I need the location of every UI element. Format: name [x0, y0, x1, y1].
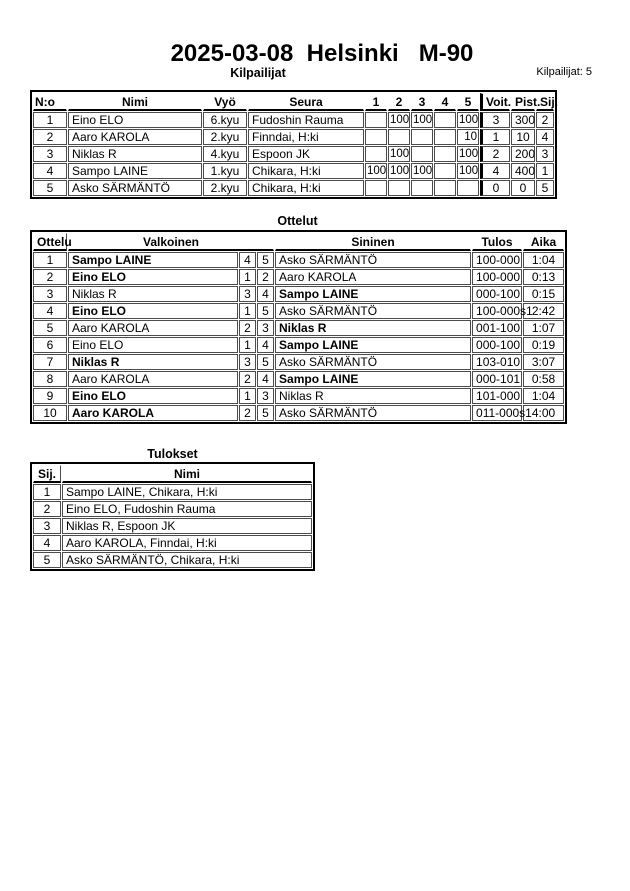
page-title: 2025-03-08 Helsinki M-90: [170, 40, 474, 67]
blue-competitor-name: Sampo LAINE: [275, 286, 471, 302]
score-vs-2: 100: [390, 114, 410, 126]
points-total: 10: [511, 129, 535, 145]
blue-competitor-number: 5: [257, 405, 274, 421]
score-vs-3: [411, 180, 433, 196]
col-header-tulos: Tulos: [472, 233, 522, 251]
match-time: 1:04: [523, 252, 564, 268]
competitor-name: Eino ELO: [68, 112, 202, 128]
competitor-row: [33, 129, 554, 145]
white-competitor-number: 2: [239, 320, 256, 336]
match-time: 0:19: [523, 337, 564, 353]
score-vs-3: 100: [413, 165, 433, 177]
score-vs-5: 100: [459, 165, 479, 177]
col-header-voit: Voit.: [480, 93, 510, 111]
match-number: 9: [33, 388, 67, 404]
score-vs-4: [434, 146, 456, 162]
score-vs-4: [434, 129, 456, 145]
match-number: 2: [33, 269, 67, 285]
kilpailijat-heading: Kilpailijat: [230, 66, 286, 80]
match-result: 000-100: [472, 337, 522, 353]
col-header-sij: Sij.: [536, 93, 554, 111]
result-name: Aaro KAROLA, Finndai, H:ki: [62, 535, 312, 551]
blue-competitor-number: 5: [257, 252, 274, 268]
match-row: [33, 371, 564, 387]
col-header-nimi: Nimi: [68, 93, 202, 111]
blue-competitor-name: Asko SÄRMÄNTÖ: [275, 252, 471, 268]
points-total: 300: [511, 112, 535, 128]
match-number: 5: [33, 320, 67, 336]
score-vs-1: [365, 129, 387, 145]
match-result: 101-000: [472, 388, 522, 404]
white-competitor-number: 1: [239, 388, 256, 404]
result-row: [33, 518, 312, 534]
match-number: 7: [33, 354, 67, 370]
score-vs-2: 100: [390, 165, 410, 177]
white-competitor-number: 2: [239, 405, 256, 421]
white-competitor-number: 3: [239, 354, 256, 370]
col-header-seura: Seura: [248, 93, 364, 111]
competitor-number: 1: [33, 112, 67, 128]
score-vs-1: [365, 146, 387, 162]
score-vs-1: [365, 180, 387, 196]
white-competitor-number: 1: [239, 269, 256, 285]
result-row: [33, 501, 312, 517]
white-competitor-name: Aaro KAROLA: [68, 320, 238, 336]
blue-competitor-number: 4: [257, 337, 274, 353]
match-result: 100-000: [472, 252, 522, 268]
ottelut-header-row: [33, 233, 564, 251]
white-competitor-number: 3: [239, 286, 256, 302]
result-row: [33, 552, 312, 568]
col-header-pist: Pist.: [511, 93, 535, 111]
white-competitor-name: Aaro KAROLA: [68, 405, 238, 421]
placement: 1: [536, 163, 554, 179]
result-row: [33, 535, 312, 551]
points-total: 0: [511, 180, 535, 196]
score-vs-2: 100: [390, 148, 410, 160]
match-time: 4:00: [523, 405, 564, 421]
wins-count: 4: [480, 163, 510, 179]
white-competitor-name: Aaro KAROLA: [68, 371, 238, 387]
match-time: 1:07: [523, 320, 564, 336]
competitor-name: Asko SÄRMÄNTÖ: [68, 180, 202, 196]
competitor-name: Niklas R: [68, 146, 202, 162]
blue-competitor-number: 4: [257, 286, 274, 302]
white-competitor-name: Eino ELO: [68, 388, 238, 404]
match-time: 0:58: [523, 371, 564, 387]
blue-competitor-number: 3: [257, 320, 274, 336]
result-placement: 2: [33, 501, 61, 517]
match-result: 000-100: [472, 286, 522, 302]
result-name: Eino ELO, Fudoshin Rauma: [62, 501, 312, 517]
white-competitor-name: Eino ELO: [68, 303, 238, 319]
white-competitor-number: 1: [239, 303, 256, 319]
col-header-vyo: Vyö: [203, 93, 247, 111]
score-vs-5: 100: [459, 148, 479, 160]
score-vs-5: 100: [459, 114, 479, 126]
col-header-round-2: 2: [388, 93, 410, 111]
competitor-count-label: Kilpailijat: 5: [536, 66, 592, 78]
competitor-belt: 2.kyu: [203, 129, 247, 145]
kilpailijat-table-body: [33, 112, 554, 196]
ottelut-table-body: [33, 252, 564, 421]
competitor-number: 3: [33, 146, 67, 162]
col-header-placement: Sij.: [33, 465, 61, 483]
col-header-valkoinen: Valkoinen: [68, 233, 274, 251]
blue-competitor-number: 2: [257, 269, 274, 285]
wins-count: 0: [480, 180, 510, 196]
points-total: 400: [511, 163, 535, 179]
blue-competitor-name: Niklas R: [275, 320, 471, 336]
match-number: 4: [33, 303, 67, 319]
placement: 5: [536, 180, 554, 196]
match-number: 3: [33, 286, 67, 302]
col-header-round-1: 1: [365, 93, 387, 111]
competitor-row: [33, 146, 554, 162]
match-row: [33, 286, 564, 302]
white-competitor-number: 1: [239, 337, 256, 353]
result-placement: 3: [33, 518, 61, 534]
competitor-belt: 4.kyu: [203, 146, 247, 162]
blue-competitor-name: Sampo LAINE: [275, 337, 471, 353]
competitor-belt: 6.kyu: [203, 112, 247, 128]
competitor-club: Espoon JK: [248, 146, 364, 162]
competitor-row: [33, 180, 554, 196]
white-competitor-name: Eino ELO: [68, 337, 238, 353]
match-number: 8: [33, 371, 67, 387]
match-result: 011-000s1: [472, 405, 522, 421]
tulokset-header-row: [33, 465, 312, 483]
result-name: Niklas R, Espoon JK: [62, 518, 312, 534]
match-row: [33, 405, 564, 421]
score-vs-3: 100: [413, 114, 433, 126]
score-vs-2: [388, 180, 410, 196]
competitor-club: Finndai, H:ki: [248, 129, 364, 145]
wins-count: 2: [480, 146, 510, 162]
blue-competitor-name: Asko SÄRMÄNTÖ: [275, 303, 471, 319]
ottelut-table: [30, 230, 567, 424]
competitor-number: 2: [33, 129, 67, 145]
competitor-belt: 2.kyu: [203, 180, 247, 196]
blue-competitor-name: Aaro KAROLA: [275, 269, 471, 285]
match-row: [33, 320, 564, 336]
score-vs-1: [365, 112, 387, 128]
competitor-row: [33, 112, 554, 128]
competitor-name: Sampo LAINE: [68, 163, 202, 179]
match-time: 3:07: [523, 354, 564, 370]
result-name: Asko SÄRMÄNTÖ, Chikara, H:ki: [62, 552, 312, 568]
col-header-round-4: 4: [434, 93, 456, 111]
white-competitor-number: 2: [239, 371, 256, 387]
col-header-round-5: 5: [457, 93, 479, 111]
result-name: Sampo LAINE, Chikara, H:ki: [62, 484, 312, 500]
kilpailijat-table: [30, 90, 557, 199]
competitor-belt: 1.kyu: [203, 163, 247, 179]
col-header-sininen: Sininen: [275, 233, 471, 251]
col-header-aika: Aika: [523, 233, 564, 251]
competitor-club: Chikara, H:ki: [248, 180, 364, 196]
result-placement: 4: [33, 535, 61, 551]
placement: 3: [536, 146, 554, 162]
match-time: 2:42: [523, 303, 564, 319]
match-row: [33, 303, 564, 319]
score-vs-4: [434, 112, 456, 128]
match-time: 0:13: [523, 269, 564, 285]
competitor-number: 5: [33, 180, 67, 196]
score-vs-2: [388, 129, 410, 145]
match-row: [33, 269, 564, 285]
col-header-ottelu: Ottelu: [33, 233, 67, 251]
white-competitor-name: Niklas R: [68, 286, 238, 302]
competitor-club: Fudoshin Rauma: [248, 112, 364, 128]
tulokset-table: [30, 462, 315, 571]
tulokset-heading: Tulokset: [147, 447, 198, 461]
result-placement: 1: [33, 484, 61, 500]
blue-competitor-number: 5: [257, 303, 274, 319]
match-time: 1:04: [523, 388, 564, 404]
match-result: 000-101: [472, 371, 522, 387]
blue-competitor-number: 5: [257, 354, 274, 370]
white-competitor-number: 4: [239, 252, 256, 268]
blue-competitor-name: Sampo LAINE: [275, 371, 471, 387]
col-header-name: Nimi: [62, 465, 312, 483]
score-vs-1: 100: [367, 165, 387, 177]
blue-competitor-name: Niklas R: [275, 388, 471, 404]
blue-competitor-name: Asko SÄRMÄNTÖ: [275, 354, 471, 370]
match-number: 6: [33, 337, 67, 353]
wins-count: 1: [480, 129, 510, 145]
blue-competitor-number: 4: [257, 371, 274, 387]
tulokset-table-body: [33, 484, 312, 568]
score-vs-4: [434, 180, 456, 196]
match-row: [33, 388, 564, 404]
score-vs-5: 10: [457, 129, 479, 145]
white-competitor-name: Niklas R: [68, 354, 238, 370]
match-row: [33, 354, 564, 370]
match-number: 1: [33, 252, 67, 268]
score-vs-5: [457, 180, 479, 196]
blue-competitor-name: Asko SÄRMÄNTÖ: [275, 405, 471, 421]
competitor-row: [33, 163, 554, 179]
ottelut-heading: Ottelut: [277, 214, 318, 228]
competitor-number: 4: [33, 163, 67, 179]
col-header-no: N:o: [33, 93, 67, 111]
white-competitor-name: Sampo LAINE: [68, 252, 238, 268]
col-header-round-3: 3: [411, 93, 433, 111]
competitor-club: Chikara, H:ki: [248, 163, 364, 179]
match-result: 103-010: [472, 354, 522, 370]
match-result: 001-100: [472, 320, 522, 336]
points-total: 200: [511, 146, 535, 162]
kilpailijat-header-row: [33, 93, 554, 111]
match-row: [33, 252, 564, 268]
wins-count: 3: [480, 112, 510, 128]
match-time: 0:15: [523, 286, 564, 302]
placement: 2: [536, 112, 554, 128]
match-result: 100-000: [472, 269, 522, 285]
match-row: [33, 337, 564, 353]
blue-competitor-number: 3: [257, 388, 274, 404]
white-competitor-name: Eino ELO: [68, 269, 238, 285]
score-vs-4: [434, 163, 456, 179]
result-row: [33, 484, 312, 500]
match-result: 100-000s1: [472, 303, 522, 319]
placement: 4: [536, 129, 554, 145]
result-placement: 5: [33, 552, 61, 568]
competitor-name: Aaro KAROLA: [68, 129, 202, 145]
score-vs-3: [411, 146, 433, 162]
match-number: 10: [33, 405, 67, 421]
score-vs-3: [411, 129, 433, 145]
